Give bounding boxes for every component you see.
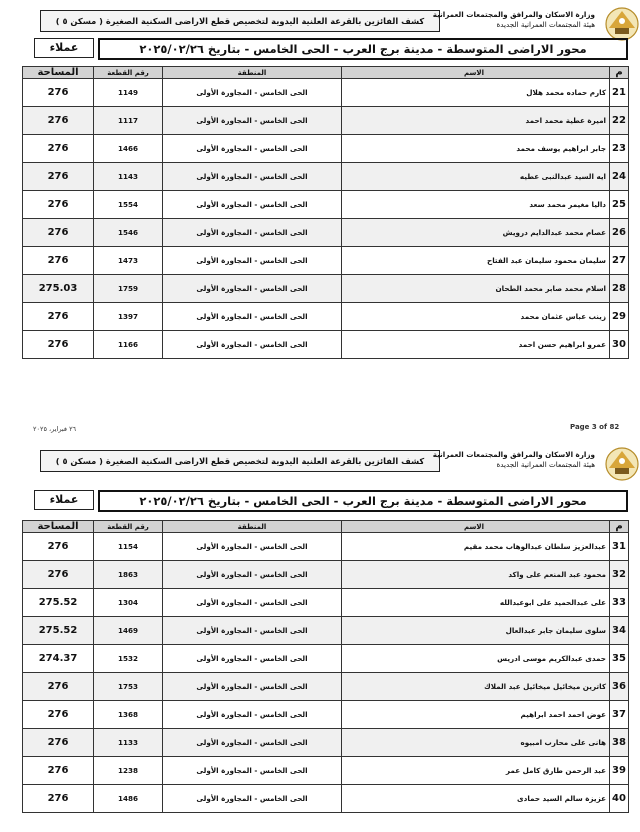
column-header-name: الاسم — [342, 521, 610, 533]
plot-number: 1143 — [94, 163, 163, 191]
row-number: 29 — [610, 303, 629, 331]
plot-number: 1486 — [94, 785, 163, 813]
plot-number: 1368 — [94, 701, 163, 729]
district-area: الحى الخامس - المجاورة الأولى — [163, 589, 342, 617]
district-area: الحى الخامس - المجاورة الأولى — [163, 533, 342, 561]
row-number: 24 — [610, 163, 629, 191]
column-header-area: المنطقة — [163, 521, 342, 533]
table-row — [23, 247, 629, 275]
district-area: الحى الخامس - المجاورة الأولى — [163, 275, 342, 303]
row-number: 28 — [610, 275, 629, 303]
district-area: الحى الخامس - المجاورة الأولى — [163, 163, 342, 191]
page-header — [20, 8, 630, 34]
column-header-area: المنطقة — [163, 67, 342, 79]
district-area: الحى الخامس - المجاورة الأولى — [163, 673, 342, 701]
plot-size: 275.03 — [23, 275, 94, 303]
plot-size: 275.52 — [23, 589, 94, 617]
row-number: 26 — [610, 219, 629, 247]
winner-name: اميرة عطية محمد احمد — [342, 107, 610, 135]
winner-name: عوض احمد احمد ابراهيم — [342, 701, 610, 729]
table-row — [23, 729, 629, 757]
axis-heading: محور الاراضى المتوسطة - مدينة برج العرب - الحى الخامس - بتاريخ ٢٠٢٥/٠٢/٢٦ — [98, 38, 628, 60]
table-row — [23, 163, 629, 191]
winner-name: عبدالعزيز سلطان عبدالوهاب محمد مقيم — [342, 533, 610, 561]
row-number: 22 — [610, 107, 629, 135]
table-row — [23, 219, 629, 247]
table-row — [23, 191, 629, 219]
district-area: الحى الخامس - المجاورة الأولى — [163, 191, 342, 219]
district-area: الحى الخامس - المجاورة الأولى — [163, 135, 342, 163]
row-number: 23 — [610, 135, 629, 163]
district-area: الحى الخامس - المجاورة الأولى — [163, 645, 342, 673]
row-number: 34 — [610, 617, 629, 645]
table-row — [23, 79, 629, 107]
district-area: الحى الخامس - المجاورة الأولى — [163, 561, 342, 589]
table-row — [23, 589, 629, 617]
winner-name: داليا مغيمر محمد سعد — [342, 191, 610, 219]
plot-size: 276 — [23, 729, 94, 757]
row-number: 30 — [610, 331, 629, 359]
winners-table-page-2 — [22, 520, 629, 813]
table-header-row — [23, 521, 629, 533]
winner-name: سلوى سليمان جابر عبدالعال — [342, 617, 610, 645]
column-header-num: م — [610, 521, 629, 533]
print-date: ٢٦ فبراير، ٢٠٢٥ — [33, 425, 77, 433]
winner-name: عبد الرحمن طارق كامل عمر — [342, 757, 610, 785]
plot-size: 276 — [23, 673, 94, 701]
clients-badge: عملاء — [34, 38, 94, 58]
authority-name: هيئة المجتمعات العمرانية الجديدة — [496, 20, 595, 29]
winner-name: اسلام محمد صابر محمد الطحان — [342, 275, 610, 303]
plot-size: 276 — [23, 191, 94, 219]
authority-name: هيئة المجتمعات العمرانية الجديدة — [496, 460, 595, 469]
plot-number: 1466 — [94, 135, 163, 163]
plot-size: 276 — [23, 533, 94, 561]
plot-size: 276 — [23, 331, 94, 359]
plot-size: 276 — [23, 785, 94, 813]
plot-number: 1546 — [94, 219, 163, 247]
row-number: 36 — [610, 673, 629, 701]
row-number: 38 — [610, 729, 629, 757]
plot-number: 1397 — [94, 303, 163, 331]
district-area: الحى الخامس - المجاورة الأولى — [163, 79, 342, 107]
plot-size: 276 — [23, 163, 94, 191]
column-header-size: المساحة — [23, 67, 94, 79]
plot-number: 1469 — [94, 617, 163, 645]
column-header-size: المساحة — [23, 521, 94, 533]
winner-name: زينب عباس عثمان محمد — [342, 303, 610, 331]
plot-number: 1154 — [94, 533, 163, 561]
table-row — [23, 645, 629, 673]
plot-number: 1166 — [94, 331, 163, 359]
column-header-plot: رقم القطعة — [94, 67, 163, 79]
district-area: الحى الخامس - المجاورة الأولى — [163, 331, 342, 359]
district-area: الحى الخامس - المجاورة الأولى — [163, 757, 342, 785]
plot-size: 276 — [23, 701, 94, 729]
district-area: الحى الخامس - المجاورة الأولى — [163, 785, 342, 813]
plot-number: 1117 — [94, 107, 163, 135]
table-row — [23, 701, 629, 729]
table-row — [23, 331, 629, 359]
plot-number: 1759 — [94, 275, 163, 303]
row-number: 40 — [610, 785, 629, 813]
winner-name: على عبدالحميد على ابوعبدالله — [342, 589, 610, 617]
column-header-plot: رقم القطعة — [94, 521, 163, 533]
authority-logo-icon — [604, 6, 640, 42]
table-row — [23, 757, 629, 785]
row-number: 35 — [610, 645, 629, 673]
plot-size: 274.37 — [23, 645, 94, 673]
clients-badge: عملاء — [34, 490, 94, 510]
row-number: 21 — [610, 79, 629, 107]
table-row — [23, 135, 629, 163]
ministry-block — [432, 450, 595, 470]
district-area: الحى الخامس - المجاورة الأولى — [163, 107, 342, 135]
winners-table-page-1 — [22, 66, 629, 359]
page-header — [20, 448, 630, 474]
table-header-row — [23, 67, 629, 79]
district-area: الحى الخامس - المجاورة الأولى — [163, 729, 342, 757]
district-area: الحى الخامس - المجاورة الأولى — [163, 247, 342, 275]
row-number: 33 — [610, 589, 629, 617]
plot-number: 1532 — [94, 645, 163, 673]
winner-name: كارم حماده محمد هلال — [342, 79, 610, 107]
plot-size: 275.52 — [23, 617, 94, 645]
winner-name: محمود عبد المنعم على واكد — [342, 561, 610, 589]
plot-size: 276 — [23, 135, 94, 163]
plot-size: 276 — [23, 303, 94, 331]
axis-row — [20, 490, 630, 510]
row-number: 37 — [610, 701, 629, 729]
plot-size: 276 — [23, 219, 94, 247]
winner-name: عصام محمد عبدالدايم درويش — [342, 219, 610, 247]
plot-size: 276 — [23, 79, 94, 107]
table-row — [23, 107, 629, 135]
plot-number: 1753 — [94, 673, 163, 701]
table-row — [23, 673, 629, 701]
page-number: Page 3 of 82 — [570, 423, 620, 431]
row-number: 32 — [610, 561, 629, 589]
authority-logo-icon — [604, 446, 640, 482]
winner-name: كاترين ميخائيل ميخائيل عبد الملاك — [342, 673, 610, 701]
plot-number: 1863 — [94, 561, 163, 589]
district-area: الحى الخامس - المجاورة الأولى — [163, 219, 342, 247]
district-area: الحى الخامس - المجاورة الأولى — [163, 701, 342, 729]
document-title: كشف الفائزين بالقرعة العلنية اليدوية لتخصيص قطع الاراضى السكنية الصغيرة ( مسكن ٥ ) — [40, 450, 440, 472]
row-number: 27 — [610, 247, 629, 275]
row-number: 39 — [610, 757, 629, 785]
winner-name: جابر ابراهيم يوسف محمد — [342, 135, 610, 163]
document-title: كشف الفائزين بالقرعة العلنية اليدوية لتخصيص قطع الاراضى السكنية الصغيرة ( مسكن ٥ ) — [40, 10, 440, 32]
column-header-name: الاسم — [342, 67, 610, 79]
plot-number: 1554 — [94, 191, 163, 219]
winner-name: ايه السيد عبدالنبى عطيه — [342, 163, 610, 191]
column-header-num: م — [610, 67, 629, 79]
plot-number: 1473 — [94, 247, 163, 275]
district-area: الحى الخامس - المجاورة الأولى — [163, 303, 342, 331]
axis-row — [20, 38, 630, 58]
table-row — [23, 561, 629, 589]
winner-name: حمدى عبدالكريم موسى ادريس — [342, 645, 610, 673]
winner-name: سليمان محمود سليمان عبد الفتاح — [342, 247, 610, 275]
table-row — [23, 533, 629, 561]
table-row — [23, 617, 629, 645]
plot-size: 276 — [23, 561, 94, 589]
winner-name: عزيزة سالم السيد حمادى — [342, 785, 610, 813]
plot-number: 1304 — [94, 589, 163, 617]
table-row — [23, 303, 629, 331]
plot-size: 276 — [23, 757, 94, 785]
ministry-block — [432, 10, 595, 30]
plot-size: 276 — [23, 247, 94, 275]
document-page-2 — [0, 440, 640, 832]
table-row — [23, 275, 629, 303]
plot-size: 276 — [23, 107, 94, 135]
axis-heading: محور الاراضى المتوسطة - مدينة برج العرب - الحى الخامس - بتاريخ ٢٠٢٥/٠٢/٢٦ — [98, 490, 628, 512]
table-row — [23, 785, 629, 813]
ministry-name: وزارة الاسكان والمرافق والمجتمعات العمرانية — [432, 450, 595, 459]
winner-name: هانى على محارب امبيوه — [342, 729, 610, 757]
plot-number: 1238 — [94, 757, 163, 785]
ministry-name: وزارة الاسكان والمرافق والمجتمعات العمرانية — [432, 10, 595, 19]
plot-number: 1133 — [94, 729, 163, 757]
row-number: 25 — [610, 191, 629, 219]
row-number: 31 — [610, 533, 629, 561]
winner-name: عمرو ابراهيم حسن احمد — [342, 331, 610, 359]
district-area: الحى الخامس - المجاورة الأولى — [163, 617, 342, 645]
plot-number: 1149 — [94, 79, 163, 107]
